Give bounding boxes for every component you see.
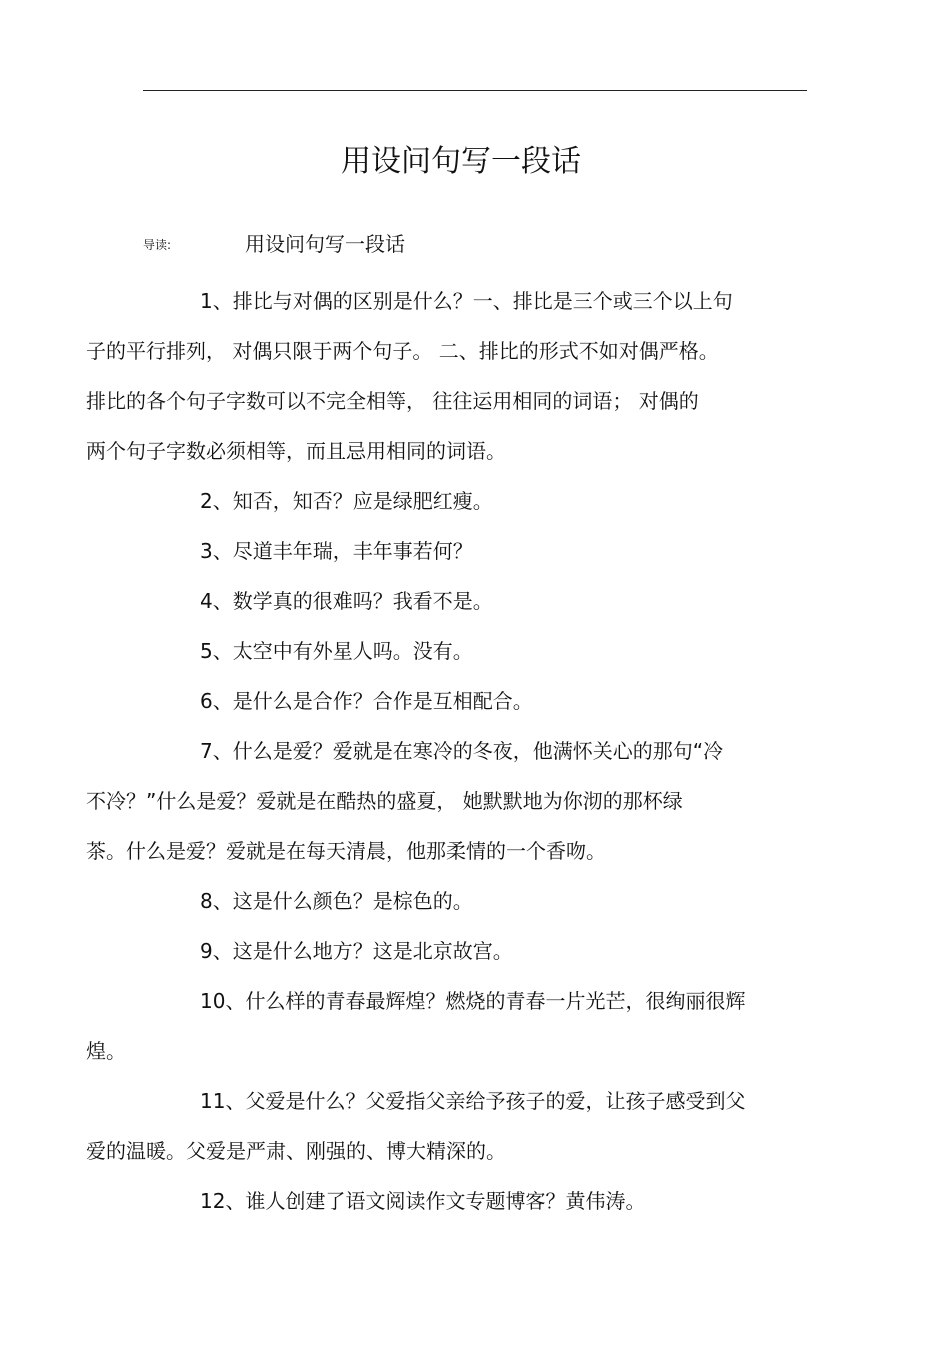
header-rule: [143, 90, 807, 91]
paragraph-10: [86, 976, 807, 1076]
paragraph-line: 11、父爱是什么？父爱指父亲给予孩子的爱，让孩子感受到父: [200, 1089, 746, 1113]
paragraph-8: [143, 876, 807, 926]
paragraph-line: 子的平行排列， 对偶只限于两个句子。 二、排比的形式不如对偶严格。: [86, 339, 719, 363]
paragraph-3: [143, 526, 807, 576]
document-title: 用设问句写一段话: [341, 144, 581, 179]
paragraph-5: [143, 626, 807, 676]
paragraph-line: 2、知否，知否？应是绿肥红瘦。: [200, 489, 493, 513]
paragraph-line: 爱的温暖。父爱是严肃、刚强的、博大精深的。: [86, 1139, 506, 1163]
document-body: [86, 276, 807, 1226]
paragraph-line: 10、什么样的青春最辉煌？燃烧的青春一片光芒，很绚丽很辉: [200, 989, 746, 1013]
paragraph-line: 煌。: [86, 1039, 126, 1063]
paragraph-line: 4、数学真的很难吗？我看不是。: [200, 589, 493, 613]
paragraph-line: 9、这是什么地方？这是北京故宫。: [200, 939, 513, 963]
intro-row: [143, 228, 807, 260]
paragraph-line: 1、排比与对偶的区别是什么？一、排比是三个或三个以上句: [200, 289, 733, 313]
paragraph-1: [86, 276, 807, 476]
paragraph-line: 不冷？”什么是爱？爱就是在酷热的盛夏， 她默默地为你沏的那杯绿: [86, 789, 683, 813]
paragraph-line: 6、是什么是合作？合作是互相配合。: [200, 689, 533, 713]
paragraph-line: 两个句子字数必须相等，而且忌用相同的词语。: [86, 439, 506, 463]
paragraph-6: [143, 676, 807, 726]
paragraph-line: 茶。什么是爱？爱就是在每天清晨，他那柔情的一个香吻。: [86, 839, 606, 863]
paragraph-2: [143, 476, 807, 526]
paragraph-11: [86, 1076, 807, 1176]
paragraph-line: 排比的各个句子字数可以不完全相等， 往往运用相同的词语； 对偶的: [86, 389, 699, 413]
paragraph-4: [143, 576, 807, 626]
intro-label: 导读:: [143, 238, 172, 252]
intro-text: 用设问句写一段话: [245, 232, 405, 256]
paragraph-line: 3、尽道丰年瑞，丰年事若何？: [200, 539, 473, 563]
paragraph-12: [143, 1176, 807, 1226]
paragraph-line: 8、这是什么颜色？是棕色的。: [200, 889, 473, 913]
paragraph-9: [143, 926, 807, 976]
paragraph-line: 7、什么是爱？爱就是在寒冷的冬夜，他满怀关心的那句“冷: [200, 739, 724, 763]
paragraph-line: 12、谁人创建了语文阅读作文专题博客？黄伟涛。: [200, 1189, 646, 1213]
paragraph-line: 5、太空中有外星人吗。没有。: [200, 639, 473, 663]
paragraph-7: [86, 726, 807, 876]
